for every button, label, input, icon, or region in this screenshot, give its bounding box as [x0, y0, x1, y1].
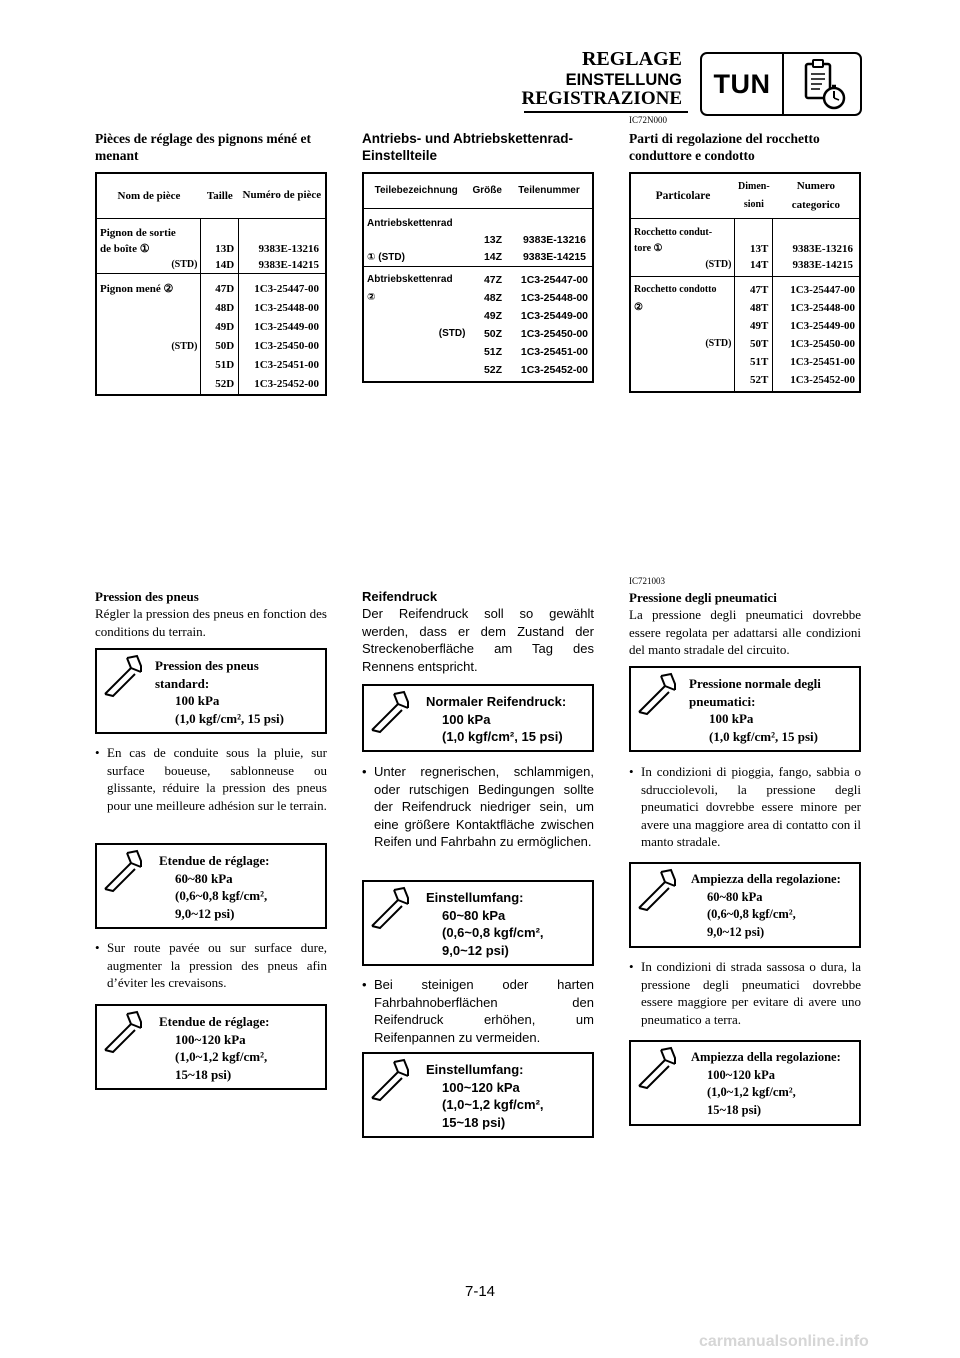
clipboard-stopwatch-icon	[786, 56, 860, 114]
header-rule	[524, 111, 688, 113]
table-header: Numéro de pièce	[239, 173, 326, 218]
table-header: Dimen-sioni	[735, 173, 773, 218]
part-name: Rocchetto condotto	[634, 283, 717, 295]
spec-box-fr-range-2: Etendue de réglage: 100~120 kPa (1,0~1,2 kgf/cm², 15~18 psi)	[95, 1004, 327, 1090]
size-cell: 14Z	[483, 250, 503, 263]
sprocket-heading-fr: Pièces de réglage des pignons méné et menant	[95, 131, 311, 163]
table-row	[96, 218, 326, 273]
bullet-it-2: • In condizioni di strada sassosa o dura, la pressione degli pneumatici dovrebbe essere maggiore per evitare di avere uno pneumatico a terra.	[629, 959, 861, 1027]
part-number: 9383E-14215	[522, 250, 586, 263]
tire-section-de	[362, 588, 594, 675]
spec-box-fr-standard: Pression des pneus standard: 100 kPa (1,0 kgf/cm², 15 psi)	[95, 648, 327, 734]
table-header: Teilebezeichnung	[363, 173, 468, 208]
badge-divider	[782, 54, 784, 114]
table-header: Taille	[201, 173, 239, 218]
bullet-it-2-wrap	[629, 958, 861, 1028]
size-cell: 13Z	[483, 233, 503, 246]
table-row	[363, 208, 593, 266]
header-title-fr: REGLAGE	[581, 48, 682, 70]
wrench-icon	[101, 849, 145, 893]
wrench-icon	[368, 1058, 412, 1102]
sprocket-heading-de: Antriebs- und Abtriebskettenrad-Einstellteile	[362, 131, 574, 163]
tire-section-it	[629, 589, 861, 659]
spec-box-it-range-2: Ampiezza della regolazione: 100~120 kPa (1,0~1,2 kgf/cm², 15~18 psi)	[629, 1040, 861, 1126]
part-name: Pignon de sortie	[100, 226, 176, 239]
spec-box-de-range-2: Einstellumfang: 100~120 kPa (1,0~1,2 kgf/cm², 15~18 psi)	[362, 1052, 594, 1138]
tire-heading-it: Pressione degli pneumatici	[629, 590, 777, 605]
spec-box-de-range-1: Einstellumfang: 60~80 kPa (0,6~0,8 kgf/cm², 9,0~12 psi)	[362, 880, 594, 966]
table-header: Particolare	[630, 173, 735, 218]
bullet-fr-1: • En cas de conduite sous la pluie, sur surface boueuse, sablonneuse ou glissante, réduire la pression des pneus pour une meilleure adhésion sur le terrain.	[95, 745, 327, 813]
size-cell: 13T	[749, 242, 769, 255]
std-marker: (STD)	[171, 258, 198, 270]
spec-box-it-range-1: Ampiezza della regolazione: 60~80 kPa (0,6~0,8 kgf/cm², 9,0~12 psi)	[629, 862, 861, 948]
std-marker: (STD)	[705, 337, 732, 349]
part-name: Rocchetto condut-	[634, 226, 713, 238]
size-cell: 14T	[749, 258, 769, 271]
table-row: Pignon mené ② (STD) 47D 48D 49D 50D 51D 52D 1C3-25447-00 1C3-25448-00 1C3-25449-00 1C3-25450-00 1C3-25451-00 1C3-25452-00	[96, 273, 326, 395]
part-number: 9383E-13216	[522, 233, 586, 246]
table-row	[630, 218, 860, 276]
bullet-de-1: • Unter regnerischen, schlammigen, oder rutschigen Bedingungen sollte der Reifendruck niedriger sein, um eine größere Kontaktfläche zwischen Reifen und Fahrbahn zu ermöglichen.	[362, 764, 594, 849]
part-name: Antriebskettenrad	[367, 217, 453, 229]
bullet-it-1: • In condizioni di pioggia, fango, sabbia o sdrucciolevoli, la pressione degli pneumatici dovrebbe essere minore per avere una maggiore area di contatto con il manto stradale.	[629, 764, 861, 849]
part-number: 9383E-13216	[258, 242, 319, 255]
tire-intro-de: Der Reifendruck soll so gewählt werden, dass er dem Zustand der Streckenoberfläche am Tag des Rennens entspricht.	[362, 606, 594, 674]
part-name: Abtriebskettenrad	[367, 273, 453, 285]
header-title-de: EINSTELLUNG	[565, 71, 682, 89]
wrench-icon	[101, 654, 145, 698]
wrench-icon	[368, 886, 412, 930]
part-number: 9383E-14215	[258, 258, 319, 271]
size-cell: 14D	[215, 258, 235, 271]
section-badge-label: TUN	[713, 68, 771, 99]
sprocket-table-it	[629, 172, 861, 393]
wrench-icon	[635, 868, 679, 912]
bullet-fr-2: • Sur route pavée ou sur surface dure, augmenter la pression des pneus afin d’éviter les crevaisons.	[95, 940, 327, 990]
bullet-it-1-wrap	[629, 763, 861, 851]
spec-box-it-standard: Pressione normale degli pneumatici: 100 kPa (1,0 kgf/cm², 15 psi)	[629, 666, 861, 752]
sprocket-heading-it: Parti di regolazione del rocchetto conduttore e condotto	[629, 131, 820, 163]
bullet-de-2-wrap	[362, 976, 594, 1046]
section-code-sprocket-it: IC72N000	[629, 115, 667, 125]
bullet-fr-2-wrap	[95, 939, 327, 992]
wrench-icon	[635, 1046, 679, 1090]
header-title-it: REGISTRAZIONE	[521, 88, 682, 109]
std-marker: (STD)	[171, 340, 198, 352]
std-marker: (STD)	[438, 327, 466, 339]
table-header: Numero categorico	[773, 173, 860, 218]
table-header: Größe	[468, 173, 506, 208]
part-callout: ②	[367, 291, 376, 303]
tire-heading-de: Reifendruck	[362, 589, 438, 604]
part-name: de boîte ①	[100, 242, 150, 255]
part-number: 9383E-14215	[792, 258, 853, 271]
std-marker: (STD)	[705, 258, 732, 270]
table-row: Abtriebskettenrad ② (STD) 47Z 48Z 49Z 50Z 51Z 52Z 1C3-25447-00 1C3-25448-00 1C3-25449-00 1C3-25450-00 1C3-25451-00 1C3-25452-00	[363, 266, 593, 382]
bullet-de-2: • Bei steinigen oder harten Fahrbahnoberflächen den Reifendruck erhöhen, um Reifenpannen zu vermeiden.	[362, 977, 594, 1045]
page-number: 7-14	[464, 1283, 496, 1300]
bullet-fr-1-wrap	[95, 744, 327, 814]
tire-heading-fr: Pression des pneus	[95, 589, 199, 604]
part-name: tore ①	[634, 242, 663, 254]
section-badge	[700, 52, 862, 116]
std-marker: ① (STD)	[367, 251, 405, 263]
spec-box-fr-range-1: Etendue de réglage: 60~80 kPa (0,6~0,8 kgf/cm², 9,0~12 psi)	[95, 843, 327, 929]
size-cell: 13D	[215, 242, 235, 255]
part-callout: ②	[634, 301, 643, 313]
bullet-de-1-wrap	[362, 763, 594, 851]
table-header: Teilenummer	[506, 173, 593, 208]
section-code-tire-it: IC721003	[629, 576, 665, 586]
spec-box-de-standard: Normaler Reifendruck: 100 kPa (1,0 kgf/cm², 15 psi)	[362, 684, 594, 752]
table-header: Nom de pièce	[96, 173, 201, 218]
part-number: 9383E-13216	[792, 242, 853, 255]
tire-intro-fr: Régler la pression des pneus en fonction des conditions du terrain.	[95, 606, 327, 639]
part-name: Pignon mené ②	[100, 282, 174, 295]
tire-intro-it: La pressione degli pneumatici dovrebbe essere regolata per adattarsi alle condizioni del manto stradale del circuito.	[629, 607, 861, 657]
wrench-icon	[101, 1010, 145, 1054]
watermark: carmanualsonline.info	[699, 1333, 869, 1350]
sprocket-table-fr	[95, 172, 327, 396]
wrench-icon	[635, 672, 679, 716]
tire-section-fr	[95, 588, 327, 640]
table-row: Rocchetto condotto ② (STD) 47T 48T 49T 50T 51T 52T 1C3-25447-00 1C3-25448-00 1C3-25449-00 1C3-25450-00 1C3-25451-00 1C3-25452-00	[630, 276, 860, 392]
sprocket-table-de	[362, 172, 594, 383]
wrench-icon	[368, 690, 412, 734]
